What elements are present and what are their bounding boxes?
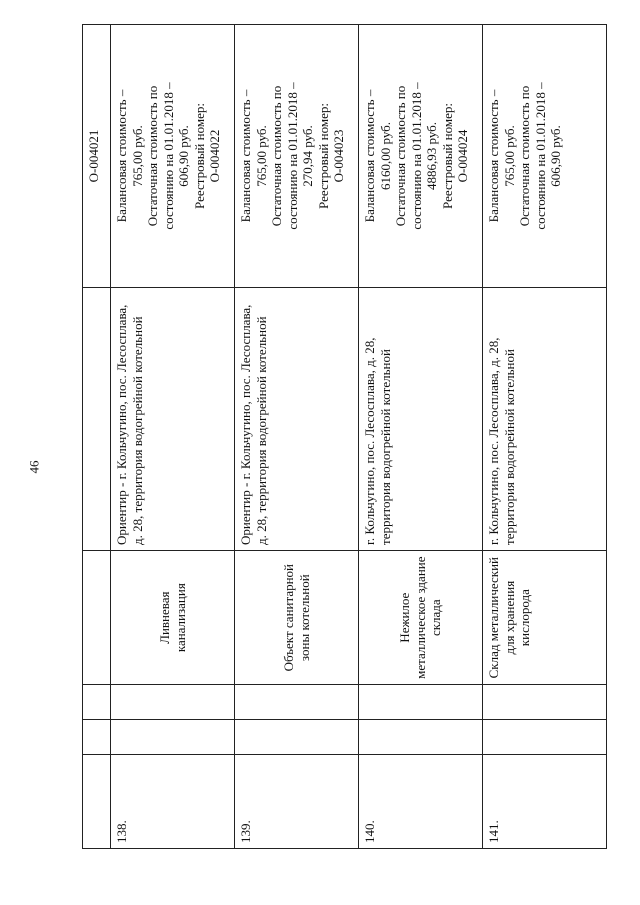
property-table [82, 24, 607, 849]
value-line: 765,00 руб. [253, 125, 269, 187]
table-row [111, 25, 235, 849]
value-line: 765,00 руб. [129, 125, 145, 187]
cell-num: 141. [483, 755, 607, 849]
cell-num [83, 755, 111, 849]
cell-empty-1 [235, 720, 359, 755]
cell-address: Ориентир - г. Кольчугино, пос. Лесосплава, д. 28, территория водогрейной котельной [111, 288, 235, 551]
cell-value [111, 25, 235, 288]
value-line: Остаточная стоимость по [393, 85, 408, 227]
cell-value [235, 25, 359, 288]
value-line: 606,90 руб. [548, 125, 563, 187]
table-row [483, 25, 607, 849]
cell-empty-1 [83, 720, 111, 755]
cell-name: Объект санитарной зоны котельной [235, 550, 359, 684]
table-row-continuation [83, 25, 111, 849]
value-line: Реестровый номер: [315, 103, 331, 209]
value-line: Балансовая стоимость – [362, 89, 377, 223]
value-line: состоянию на 01.01.2018 – [532, 82, 548, 230]
value-line: Балансовая стоимость – [114, 89, 129, 223]
cell-address [83, 288, 111, 551]
value-line: 606,90 руб. [176, 125, 191, 187]
value-line: Остаточная стоимость по [269, 85, 284, 227]
cell-address: г. Кольчугино, пос. Лесосплава, д. 28, территория водогрейной котельной [483, 288, 607, 551]
value-line: состоянию на 01.01.2018 – [408, 82, 424, 230]
value-line: 6160,00 руб. [377, 121, 393, 191]
value-line: состоянию на 01.01.2018 – [160, 82, 176, 230]
cell-empty-2 [483, 685, 607, 720]
value-line: Реестровый номер: [191, 103, 207, 209]
cell-address: Ориентир - г. Кольчугино, пос. Лесосплава, д. 28, территория водогрейной котельной [235, 288, 359, 551]
cell-name: Нежилое металлическое здание склада [359, 550, 483, 684]
value-line: Остаточная стоимость по [145, 85, 160, 227]
cell-name: Склад металлический для хранения кислорода [483, 550, 607, 684]
page-number [27, 455, 41, 479]
value-line: О-004022 [207, 129, 222, 183]
value-line: Реестровый номер: [439, 103, 455, 209]
value-line: О-004023 [331, 129, 346, 183]
cell-empty-1 [483, 720, 607, 755]
value-line: Балансовая стоимость – [486, 89, 501, 223]
cell-empty-2 [235, 685, 359, 720]
cell-num: 138. [111, 755, 235, 849]
cell-empty-2 [83, 685, 111, 720]
cell-empty-1 [359, 720, 483, 755]
cell-value: О-004021 [83, 25, 111, 288]
cell-empty-2 [359, 685, 483, 720]
cell-value [359, 25, 483, 288]
cell-num: 139. [235, 755, 359, 849]
value-line: 765,00 руб. [501, 125, 517, 187]
value-line: состоянию на 01.01.2018 – [284, 82, 300, 230]
cell-address: г. Кольчугино, пос. Лесосплава, д. 28, территория водогрейной котельной [359, 288, 483, 551]
table-row [359, 25, 483, 849]
cell-value [483, 25, 607, 288]
value-line: О-004024 [455, 129, 470, 183]
page-number-text: 46 [26, 460, 41, 474]
cell-num: 140. [359, 755, 483, 849]
value-line: 4886,93 руб. [424, 121, 439, 191]
cell-empty-1 [111, 720, 235, 755]
cell-empty-2 [111, 685, 235, 720]
value-line: Остаточная стоимость по [517, 85, 532, 227]
cell-name [83, 550, 111, 684]
value-line: 270,94 руб. [300, 125, 315, 187]
rotated-table-container [82, 24, 572, 849]
value-line: Балансовая стоимость – [238, 89, 253, 223]
cell-name: Ливневая канализация [111, 550, 235, 684]
table-row [235, 25, 359, 849]
